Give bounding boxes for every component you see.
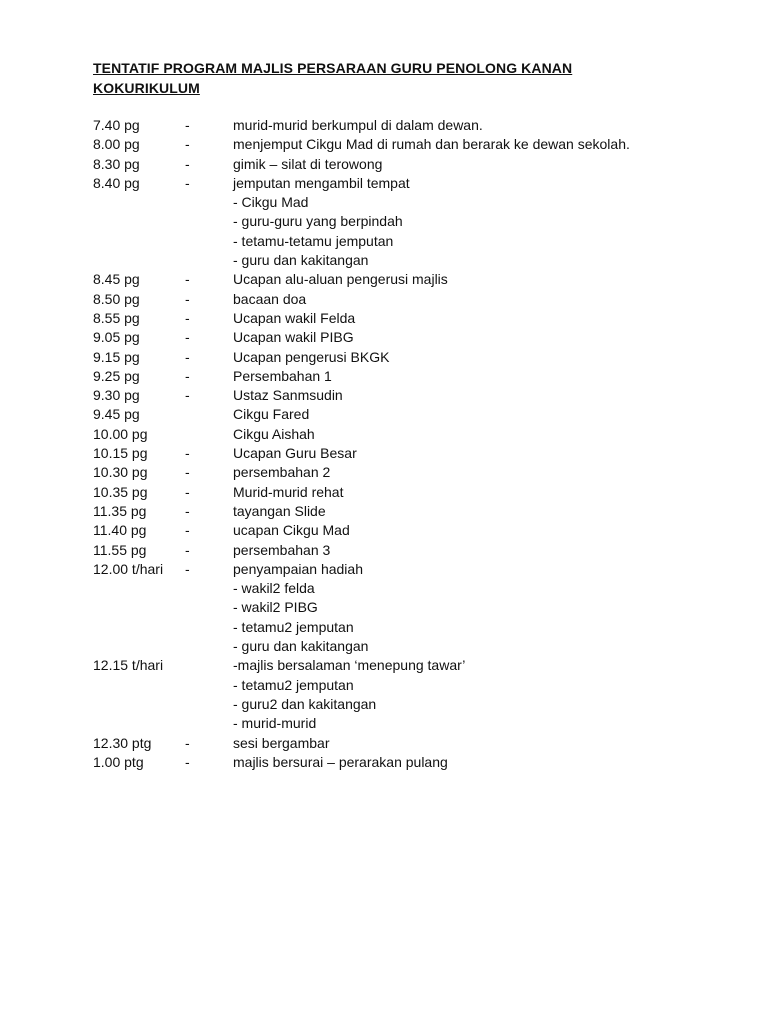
schedule-time: 9.30 pg [93, 387, 140, 404]
schedule-description: ucapan Cikgu Mad [233, 522, 350, 539]
schedule-description: persembahan 3 [233, 541, 331, 558]
schedule-time [93, 579, 185, 598]
schedule-dash: - [185, 560, 190, 577]
schedule-dash: - [185, 155, 190, 172]
schedule-time: 12.15 t/hari [93, 657, 164, 674]
schedule-row [93, 579, 733, 598]
schedule-description: majlis bersurai – perarakan pulang [233, 753, 448, 770]
schedule-row [93, 753, 733, 772]
schedule-description: gimik – silat di terowong [233, 155, 383, 172]
schedule-description: - guru dan kakitangan [233, 638, 369, 655]
schedule-description: Cikgu Aishah [233, 425, 315, 442]
schedule-description: murid-murid berkumpul di dalam dewan. [233, 117, 483, 133]
schedule-time: 11.35 pg [93, 502, 147, 519]
schedule-description: - guru2 dan kakitangan [233, 695, 377, 712]
schedule-description: jemputan mengambil tempat [233, 174, 410, 191]
schedule-time: 8.45 pg [93, 271, 140, 288]
schedule-dash: - [185, 309, 190, 326]
schedule-description: - guru-guru yang berpindah [233, 213, 403, 230]
schedule-description: -majlis bersalaman ‘menepung tawar’ [233, 657, 466, 674]
schedule-dash [185, 676, 233, 695]
schedule-dash: - [185, 464, 190, 481]
schedule-row [93, 483, 733, 502]
schedule-row [93, 695, 733, 714]
schedule-dash [185, 618, 233, 637]
schedule-description: penyampaian hadiah [233, 560, 363, 577]
schedule-time: 12.30 ptg [93, 734, 152, 751]
schedule-dash [185, 714, 233, 733]
schedule-time: 10.35 pg [93, 483, 148, 500]
schedule-row [93, 212, 733, 231]
schedule-description: Murid-murid rehat [233, 483, 344, 500]
schedule-time [93, 695, 185, 714]
schedule-list [93, 116, 733, 772]
schedule-row [93, 560, 733, 579]
schedule-row [93, 676, 733, 695]
schedule-row [93, 116, 733, 135]
schedule-dash [185, 598, 233, 617]
schedule-description: bacaan doa [233, 290, 307, 307]
schedule-dash: - [185, 522, 190, 539]
schedule-dash [185, 637, 233, 656]
schedule-dash: - [185, 445, 190, 462]
schedule-time: 10.15 pg [93, 445, 148, 462]
schedule-time [93, 193, 185, 212]
schedule-row [93, 541, 733, 560]
schedule-time: 8.40 pg [93, 174, 140, 191]
schedule-time: 11.40 pg [93, 522, 147, 539]
schedule-row [93, 348, 733, 367]
schedule-time [93, 618, 185, 637]
schedule-row [93, 386, 733, 405]
schedule-time [93, 637, 185, 656]
schedule-time: 8.50 pg [93, 290, 140, 307]
schedule-dash: - [185, 734, 190, 751]
schedule-time [93, 676, 185, 695]
schedule-row [93, 405, 733, 424]
schedule-dash [185, 405, 233, 424]
schedule-dash: - [185, 348, 190, 365]
schedule-description: Ustaz Sanmsudin [233, 387, 343, 404]
schedule-time: 8.00 pg [93, 136, 140, 153]
schedule-description: - tetamu2 jemputan [233, 676, 354, 693]
schedule-dash: - [185, 136, 190, 153]
schedule-dash: - [185, 483, 190, 500]
schedule-dash [185, 656, 233, 675]
schedule-description: - guru dan kakitangan [233, 252, 369, 269]
schedule-description: Ucapan Guru Besar [233, 445, 357, 462]
schedule-row [93, 135, 733, 154]
schedule-description: Ucapan wakil PIBG [233, 329, 354, 346]
schedule-dash [185, 251, 233, 270]
schedule-time [93, 232, 185, 251]
schedule-dash: - [185, 290, 190, 307]
schedule-description: Ucapan wakil Felda [233, 309, 356, 326]
schedule-time [93, 598, 185, 617]
schedule-dash: - [185, 753, 190, 770]
schedule-dash: - [185, 117, 190, 133]
schedule-description: tayangan Slide [233, 502, 326, 519]
schedule-dash [185, 212, 233, 231]
document-title: TENTATIF PROGRAM MAJLIS PERSARAAN GURU PENOLONG KANAN KOKURIKULUM [93, 60, 573, 96]
schedule-row [93, 193, 733, 212]
schedule-time: 9.05 pg [93, 329, 140, 346]
schedule-description: Persembahan 1 [233, 367, 332, 384]
schedule-dash: - [185, 367, 190, 384]
schedule-dash [185, 695, 233, 714]
schedule-row [93, 270, 733, 289]
schedule-time: 8.55 pg [93, 309, 140, 326]
schedule-time: 9.15 pg [93, 348, 140, 365]
schedule-dash: - [185, 329, 190, 346]
schedule-dash: - [185, 174, 190, 191]
schedule-row [93, 521, 733, 540]
schedule-dash [185, 232, 233, 251]
schedule-dash [185, 579, 233, 598]
schedule-row [93, 174, 733, 193]
schedule-row [93, 502, 733, 521]
schedule-time: 1.00 ptg [93, 753, 144, 770]
schedule-row [93, 155, 733, 174]
schedule-dash: - [185, 271, 190, 288]
schedule-description: Cikgu Fared [233, 406, 310, 423]
schedule-description: - Cikgu Mad [233, 194, 309, 211]
schedule-description: - tetamu2 jemputan [233, 618, 354, 635]
schedule-description: sesi bergambar [233, 734, 330, 751]
schedule-row [93, 232, 733, 251]
schedule-row [93, 251, 733, 270]
schedule-time: 9.45 pg [93, 406, 140, 423]
schedule-description: menjemput Cikgu Mad di rumah dan berarak ke dewan sekolah. [233, 136, 630, 153]
schedule-row [93, 444, 733, 463]
schedule-row [93, 463, 733, 482]
schedule-time: 11.55 pg [93, 541, 147, 558]
schedule-row [93, 618, 733, 637]
schedule-row [93, 425, 733, 444]
schedule-row [93, 367, 733, 386]
schedule-description: - wakil2 PIBG [233, 599, 318, 616]
schedule-row [93, 637, 733, 656]
schedule-time [93, 714, 185, 733]
schedule-description: - tetamu-tetamu jemputan [233, 232, 394, 249]
schedule-description: persembahan 2 [233, 464, 331, 481]
schedule-row [93, 734, 733, 753]
schedule-dash: - [185, 502, 190, 519]
schedule-description: Ucapan pengerusi BKGK [233, 348, 390, 365]
schedule-time: 8.30 pg [93, 155, 140, 172]
schedule-row [93, 656, 733, 675]
schedule-row [93, 598, 733, 617]
schedule-row [93, 309, 733, 328]
schedule-time: 9.25 pg [93, 367, 140, 384]
schedule-time [93, 212, 185, 231]
schedule-description: - wakil2 felda [233, 580, 315, 597]
schedule-dash [185, 425, 233, 444]
schedule-time: 10.00 pg [93, 425, 148, 442]
schedule-time [93, 251, 185, 270]
schedule-dash [185, 193, 233, 212]
schedule-row [93, 328, 733, 347]
schedule-time: 12.00 t/hari [93, 560, 164, 577]
schedule-dash: - [185, 387, 190, 404]
schedule-row [93, 714, 733, 733]
schedule-row [93, 290, 733, 309]
schedule-dash: - [185, 541, 190, 558]
schedule-description: Ucapan alu-aluan pengerusi majlis [233, 271, 448, 288]
schedule-time: 10.30 pg [93, 464, 148, 481]
schedule-description: - murid-murid [233, 715, 317, 732]
schedule-time: 7.40 pg [93, 117, 140, 133]
